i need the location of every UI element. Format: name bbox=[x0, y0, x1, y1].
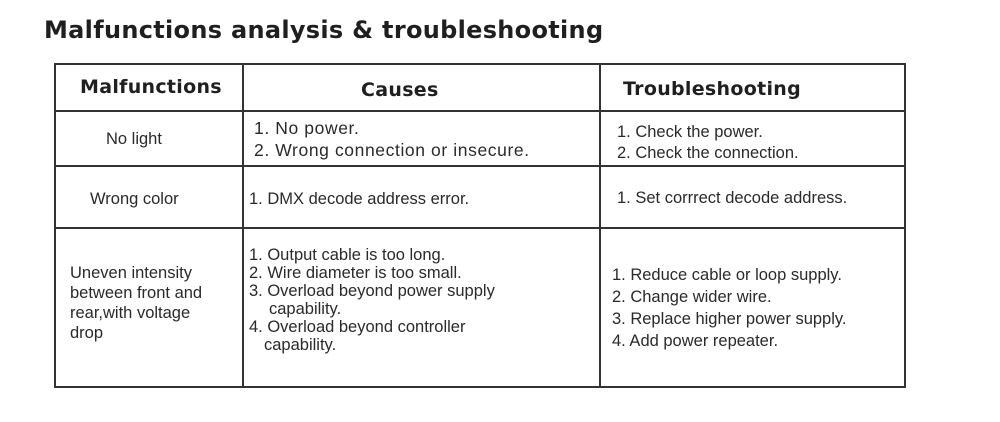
column-divider bbox=[242, 65, 244, 386]
malfunction-text: No light bbox=[106, 130, 162, 148]
malfunction-cell bbox=[90, 189, 179, 210]
cause-text: capability. bbox=[269, 300, 342, 318]
header-causes: Causes bbox=[361, 79, 439, 101]
page-title: Malfunctions analysis & troubleshooting bbox=[44, 16, 604, 44]
malfunction-cell bbox=[106, 129, 162, 150]
cause-text: 1. Output cable is too long. bbox=[249, 246, 446, 264]
cause-text: 2. Wrong connection or insecure. bbox=[254, 140, 530, 160]
cause-text: 1. DMX decode address error. bbox=[249, 190, 470, 208]
malfunctions-table bbox=[54, 63, 906, 388]
row-divider bbox=[56, 110, 904, 112]
header-malfunctions: Malfunctions bbox=[80, 76, 222, 98]
malfunction-text: Wrong color bbox=[90, 190, 179, 208]
cause-text: 4. Overload beyond controller bbox=[249, 318, 466, 336]
troubleshooting-text: 1. Check the power. bbox=[617, 123, 763, 141]
header-troubleshooting: Troubleshooting bbox=[623, 78, 801, 100]
row-divider bbox=[56, 165, 904, 167]
cause-text: capability. bbox=[264, 336, 337, 354]
causes-cell bbox=[249, 189, 469, 210]
cause-text: 3. Overload beyond power supply bbox=[249, 282, 495, 300]
troubleshooting-cell bbox=[617, 122, 799, 164]
troubleshooting-text: 2. Check the connection. bbox=[617, 144, 799, 162]
cause-text: 1. No power. bbox=[254, 118, 360, 138]
troubleshooting-cell bbox=[612, 264, 847, 352]
column-divider bbox=[599, 65, 601, 386]
troubleshooting-cell bbox=[617, 188, 847, 209]
causes-cell bbox=[249, 246, 495, 354]
causes-cell bbox=[254, 117, 530, 161]
troubleshooting-text: 4. Add power repeater. bbox=[612, 332, 779, 350]
row-divider bbox=[56, 227, 904, 229]
troubleshooting-text: 1. Reduce cable or loop supply. bbox=[612, 266, 842, 284]
malfunction-text: rear,with voltage bbox=[70, 304, 191, 322]
troubleshooting-text: 1. Set corrrect decode address. bbox=[617, 189, 848, 207]
malfunction-text: between front and bbox=[70, 284, 203, 302]
malfunction-cell bbox=[70, 263, 202, 343]
troubleshooting-text: 3. Replace higher power supply. bbox=[612, 310, 847, 328]
malfunction-text: drop bbox=[70, 324, 104, 342]
cause-text: 2. Wire diameter is too small. bbox=[249, 264, 462, 282]
troubleshooting-text: 2. Change wider wire. bbox=[612, 288, 772, 306]
malfunction-text: Uneven intensity bbox=[70, 264, 192, 282]
